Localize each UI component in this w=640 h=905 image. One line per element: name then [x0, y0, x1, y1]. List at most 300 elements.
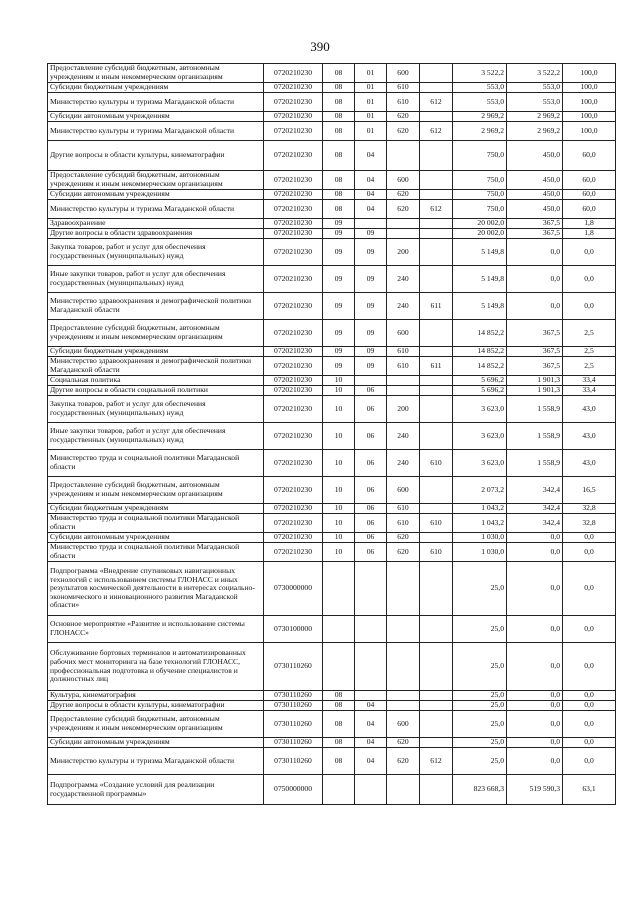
- row-subsection: 04: [355, 701, 387, 711]
- row-plan: 25,0: [453, 738, 507, 748]
- row-fact: 0,0: [507, 562, 563, 616]
- row-fact: 0,0: [507, 616, 563, 643]
- row-section: 08: [323, 711, 355, 738]
- row-section: 08: [323, 200, 355, 219]
- row-percent: 100,0: [563, 83, 616, 93]
- row-percent: 0,0: [563, 543, 616, 562]
- row-fact: 367,5: [507, 229, 563, 239]
- row-code: 0720210230: [264, 514, 323, 533]
- table-row: [48, 775, 616, 805]
- row-subsection: 04: [355, 711, 387, 738]
- row-name: Предоставление субсидий бюджетным, автономным учреждениям и иным некоммерческим организациям: [48, 320, 264, 347]
- row-admin-code: [420, 691, 453, 701]
- row-fact: 0,0: [507, 543, 563, 562]
- row-section: 10: [323, 423, 355, 450]
- row-subsection: 04: [355, 748, 387, 775]
- row-code: 0720210230: [264, 543, 323, 562]
- row-subsection: 06: [355, 477, 387, 504]
- table-row: [48, 504, 616, 514]
- row-section: 09: [323, 357, 355, 376]
- row-code: 0720210230: [264, 122, 323, 141]
- row-percent: 0,0: [563, 643, 616, 691]
- row-admin-code: [420, 643, 453, 691]
- row-subsection: 09: [355, 357, 387, 376]
- row-admin-code: [420, 320, 453, 347]
- row-expense-type: 600: [387, 320, 420, 347]
- row-plan: 1 030,0: [453, 543, 507, 562]
- row-name: Субсидии бюджетным учреждениям: [48, 347, 264, 357]
- row-percent: 0,0: [563, 562, 616, 616]
- row-name: Министерство здравоохранения и демографической политики Магаданской области: [48, 293, 264, 320]
- row-code: 0720210230: [264, 293, 323, 320]
- row-fact: 0,0: [507, 701, 563, 711]
- row-expense-type: [387, 775, 420, 805]
- row-subsection: 01: [355, 93, 387, 112]
- row-expense-type: 620: [387, 748, 420, 775]
- row-subsection: 01: [355, 112, 387, 122]
- row-subsection: 01: [355, 122, 387, 141]
- row-section: 08: [323, 122, 355, 141]
- row-subsection: [355, 376, 387, 386]
- row-expense-type: 240: [387, 423, 420, 450]
- row-plan: 25,0: [453, 748, 507, 775]
- row-code: 0730110260: [264, 691, 323, 701]
- table-row: [48, 711, 616, 738]
- row-plan: 2 969,2: [453, 112, 507, 122]
- row-plan: 14 852,2: [453, 357, 507, 376]
- row-expense-type: 600: [387, 477, 420, 504]
- row-code: 0730110260: [264, 701, 323, 711]
- row-expense-type: 610: [387, 504, 420, 514]
- table-row: [48, 357, 616, 376]
- row-admin-code: [420, 533, 453, 543]
- table-row: [48, 477, 616, 504]
- table-row: [48, 229, 616, 239]
- row-code: 0720210230: [264, 239, 323, 266]
- row-code: 0730110260: [264, 711, 323, 738]
- row-plan: 3 623,0: [453, 423, 507, 450]
- row-subsection: [355, 616, 387, 643]
- row-expense-type: 610: [387, 514, 420, 533]
- row-expense-type: 600: [387, 711, 420, 738]
- row-expense-type: [387, 562, 420, 616]
- row-admin-code: [420, 711, 453, 738]
- row-expense-type: 610: [387, 347, 420, 357]
- row-plan: 5 696,2: [453, 386, 507, 396]
- row-name: Субсидии автономным учреждениям: [48, 738, 264, 748]
- row-plan: 3 623,0: [453, 450, 507, 477]
- row-fact: 2 969,2: [507, 112, 563, 122]
- row-subsection: 06: [355, 514, 387, 533]
- row-expense-type: 620: [387, 190, 420, 200]
- row-section: 08: [323, 691, 355, 701]
- row-section: 09: [323, 266, 355, 293]
- row-name: Министерство труда и социальной политики Магаданской области: [48, 450, 264, 477]
- row-plan: 20 002,0: [453, 219, 507, 229]
- row-fact: 0,0: [507, 711, 563, 738]
- row-percent: 0,0: [563, 748, 616, 775]
- row-subsection: 06: [355, 533, 387, 543]
- row-percent: 100,0: [563, 112, 616, 122]
- row-fact: 3 522,2: [507, 64, 563, 83]
- row-expense-type: [387, 141, 420, 171]
- row-expense-type: 620: [387, 533, 420, 543]
- table-row: [48, 691, 616, 701]
- row-fact: 0,0: [507, 748, 563, 775]
- row-name: Субсидии бюджетным учреждениям: [48, 504, 264, 514]
- row-fact: 1 901,3: [507, 386, 563, 396]
- row-fact: 553,0: [507, 93, 563, 112]
- row-expense-type: [387, 643, 420, 691]
- row-name: Подпрограмма «Внедрение спутниковых навигационных технологий с использованием системы ГЛОНАСС и иных результатов космической деятельности в интересах социально-экономического и инновационного развития Магаданской области»: [48, 562, 264, 616]
- row-percent: 0,0: [563, 293, 616, 320]
- row-code: 0720210230: [264, 83, 323, 93]
- row-subsection: 09: [355, 266, 387, 293]
- row-admin-code: [420, 83, 453, 93]
- row-plan: 823 668,3: [453, 775, 507, 805]
- row-name: Субсидии автономным учреждениям: [48, 190, 264, 200]
- row-expense-type: 240: [387, 450, 420, 477]
- row-fact: 367,5: [507, 320, 563, 347]
- row-admin-code: [420, 738, 453, 748]
- row-percent: 16,5: [563, 477, 616, 504]
- table-row: [48, 239, 616, 266]
- row-expense-type: 240: [387, 293, 420, 320]
- row-name: Закупка товаров, работ и услуг для обеспечения государственных (муниципальных) нужд: [48, 396, 264, 423]
- row-subsection: [355, 643, 387, 691]
- row-subsection: 06: [355, 504, 387, 514]
- row-fact: 1 901,3: [507, 376, 563, 386]
- row-section: 08: [323, 748, 355, 775]
- row-expense-type: 610: [387, 83, 420, 93]
- row-subsection: 09: [355, 239, 387, 266]
- budget-table: [47, 63, 616, 805]
- row-section: 08: [323, 171, 355, 190]
- row-plan: 5 149,8: [453, 266, 507, 293]
- row-code: 0730000000: [264, 562, 323, 616]
- row-expense-type: 600: [387, 171, 420, 190]
- row-name: Основное мероприятие «Развитие и использование системы ГЛОНАСС»: [48, 616, 264, 643]
- row-name: Министерство культуры и туризма Магаданской области: [48, 748, 264, 775]
- table-row: [48, 514, 616, 533]
- row-admin-code: [420, 616, 453, 643]
- row-code: 0720210230: [264, 93, 323, 112]
- row-code: 0720210230: [264, 190, 323, 200]
- row-name: Министерство труда и социальной политики Магаданской области: [48, 514, 264, 533]
- row-section: 10: [323, 514, 355, 533]
- table-row: [48, 748, 616, 775]
- row-subsection: 04: [355, 171, 387, 190]
- row-name: Культура, кинематография: [48, 691, 264, 701]
- row-fact: 450,0: [507, 141, 563, 171]
- row-fact: 367,5: [507, 357, 563, 376]
- row-subsection: 04: [355, 190, 387, 200]
- row-percent: 0,0: [563, 691, 616, 701]
- row-fact: 0,0: [507, 239, 563, 266]
- table-row: [48, 200, 616, 219]
- row-plan: 25,0: [453, 616, 507, 643]
- table-row: [48, 347, 616, 357]
- table-row: [48, 701, 616, 711]
- row-section: 08: [323, 701, 355, 711]
- row-admin-code: [420, 171, 453, 190]
- row-section: 08: [323, 93, 355, 112]
- row-percent: 1,8: [563, 219, 616, 229]
- row-fact: 367,5: [507, 219, 563, 229]
- row-plan: 14 852,2: [453, 320, 507, 347]
- row-section: 10: [323, 386, 355, 396]
- row-plan: 750,0: [453, 200, 507, 219]
- row-code: 0720210230: [264, 423, 323, 450]
- table-row: [48, 423, 616, 450]
- row-expense-type: 620: [387, 200, 420, 219]
- row-subsection: 09: [355, 347, 387, 357]
- row-section: [323, 616, 355, 643]
- row-plan: 25,0: [453, 701, 507, 711]
- row-plan: 5 149,8: [453, 239, 507, 266]
- row-admin-code: 612: [420, 93, 453, 112]
- row-expense-type: 620: [387, 112, 420, 122]
- row-fact: 0,0: [507, 643, 563, 691]
- row-code: 0720210230: [264, 229, 323, 239]
- row-plan: 25,0: [453, 643, 507, 691]
- row-admin-code: 610: [420, 514, 453, 533]
- table-row: [48, 616, 616, 643]
- row-code: 0730110260: [264, 643, 323, 691]
- row-admin-code: 610: [420, 543, 453, 562]
- row-percent: 0,0: [563, 738, 616, 748]
- row-code: 0730110260: [264, 738, 323, 748]
- row-percent: 60,0: [563, 190, 616, 200]
- table-row: [48, 396, 616, 423]
- row-admin-code: [420, 190, 453, 200]
- row-percent: 0,0: [563, 616, 616, 643]
- row-fact: 450,0: [507, 171, 563, 190]
- row-name: Субсидии автономным учреждениям: [48, 533, 264, 543]
- row-name: Иные закупки товаров, работ и услуг для обеспечения государственных (муниципальных) нужд: [48, 266, 264, 293]
- row-subsection: [355, 562, 387, 616]
- row-admin-code: [420, 396, 453, 423]
- table-body: [48, 64, 616, 805]
- table-row: [48, 122, 616, 141]
- row-percent: 33,4: [563, 376, 616, 386]
- row-name: Предоставление субсидий бюджетным, автономным учреждениям и иным некоммерческим организациям: [48, 477, 264, 504]
- row-fact: 0,0: [507, 266, 563, 293]
- row-fact: 0,0: [507, 533, 563, 543]
- row-plan: 5 149,8: [453, 293, 507, 320]
- row-section: 09: [323, 219, 355, 229]
- table-row: [48, 738, 616, 748]
- row-fact: 342,4: [507, 477, 563, 504]
- row-expense-type: [387, 219, 420, 229]
- row-expense-type: [387, 376, 420, 386]
- row-name: Предоставление субсидий бюджетным, автономным учреждениям и иным некоммерческим организациям: [48, 711, 264, 738]
- row-percent: 43,0: [563, 450, 616, 477]
- row-subsection: 06: [355, 423, 387, 450]
- row-subsection: 04: [355, 738, 387, 748]
- row-code: 0720210230: [264, 376, 323, 386]
- row-section: 09: [323, 229, 355, 239]
- row-plan: 1 043,2: [453, 514, 507, 533]
- table-row: [48, 376, 616, 386]
- row-admin-code: [420, 229, 453, 239]
- row-section: 08: [323, 738, 355, 748]
- table-row: [48, 543, 616, 562]
- row-code: 0720210230: [264, 533, 323, 543]
- row-percent: 63,1: [563, 775, 616, 805]
- table-row: [48, 266, 616, 293]
- row-plan: 750,0: [453, 190, 507, 200]
- row-section: 08: [323, 112, 355, 122]
- row-admin-code: [420, 64, 453, 83]
- row-name: Другие вопросы в области социальной политики: [48, 386, 264, 396]
- row-admin-code: 612: [420, 122, 453, 141]
- row-admin-code: [420, 562, 453, 616]
- row-fact: 0,0: [507, 738, 563, 748]
- row-percent: 0,0: [563, 533, 616, 543]
- row-subsection: 06: [355, 450, 387, 477]
- row-subsection: [355, 691, 387, 701]
- row-code: 0720210230: [264, 141, 323, 171]
- row-section: 08: [323, 83, 355, 93]
- row-code: 0750000000: [264, 775, 323, 805]
- row-fact: 1 558,9: [507, 396, 563, 423]
- row-name: Другие вопросы в области здравоохранения: [48, 229, 264, 239]
- row-code: 0720210230: [264, 450, 323, 477]
- table-row: [48, 141, 616, 171]
- row-name: Другие вопросы в области культуры, кинематографии: [48, 141, 264, 171]
- row-percent: 2,5: [563, 357, 616, 376]
- row-percent: 60,0: [563, 171, 616, 190]
- row-section: 08: [323, 64, 355, 83]
- table-row: [48, 386, 616, 396]
- row-percent: 60,0: [563, 200, 616, 219]
- row-expense-type: 610: [387, 93, 420, 112]
- row-admin-code: [420, 423, 453, 450]
- row-expense-type: 200: [387, 396, 420, 423]
- row-expense-type: 200: [387, 239, 420, 266]
- row-percent: 100,0: [563, 122, 616, 141]
- row-section: [323, 775, 355, 805]
- row-code: 0730110260: [264, 748, 323, 775]
- row-subsection: 04: [355, 141, 387, 171]
- row-percent: 2,5: [563, 320, 616, 347]
- row-fact: 342,4: [507, 504, 563, 514]
- row-fact: 553,0: [507, 83, 563, 93]
- row-code: 0720210230: [264, 219, 323, 229]
- row-plan: 25,0: [453, 691, 507, 701]
- row-admin-code: [420, 701, 453, 711]
- row-percent: 43,0: [563, 396, 616, 423]
- row-code: 0720210230: [264, 64, 323, 83]
- row-fact: 342,4: [507, 514, 563, 533]
- row-name: Министерство здравоохранения и демографической политики Магаданской области: [48, 357, 264, 376]
- row-expense-type: 620: [387, 122, 420, 141]
- row-expense-type: [387, 616, 420, 643]
- row-percent: 32,8: [563, 514, 616, 533]
- row-section: 08: [323, 190, 355, 200]
- row-admin-code: [420, 239, 453, 266]
- row-plan: 20 002,0: [453, 229, 507, 239]
- row-percent: 60,0: [563, 141, 616, 171]
- row-fact: 0,0: [507, 691, 563, 701]
- row-admin-code: [420, 347, 453, 357]
- row-admin-code: [420, 266, 453, 293]
- row-expense-type: [387, 229, 420, 239]
- row-percent: 0,0: [563, 266, 616, 293]
- row-section: 08: [323, 141, 355, 171]
- row-admin-code: [420, 219, 453, 229]
- row-fact: 367,5: [507, 347, 563, 357]
- row-expense-type: 600: [387, 64, 420, 83]
- row-fact: 0,0: [507, 293, 563, 320]
- row-code: 0720210230: [264, 347, 323, 357]
- table-row: [48, 112, 616, 122]
- row-section: 10: [323, 477, 355, 504]
- row-name: Предоставление субсидий бюджетным, автономным учреждениям и иным некоммерческим организациям: [48, 171, 264, 190]
- row-plan: 3 522,2: [453, 64, 507, 83]
- row-expense-type: 610: [387, 357, 420, 376]
- row-admin-code: [420, 386, 453, 396]
- row-name: Другие вопросы в области культуры, кинематографии: [48, 701, 264, 711]
- row-section: 09: [323, 239, 355, 266]
- row-plan: 553,0: [453, 83, 507, 93]
- row-section: 09: [323, 347, 355, 357]
- table-row: [48, 320, 616, 347]
- row-section: 09: [323, 320, 355, 347]
- row-percent: 33,4: [563, 386, 616, 396]
- row-admin-code: 611: [420, 293, 453, 320]
- row-plan: 2 969,2: [453, 122, 507, 141]
- table-row: [48, 562, 616, 616]
- table-row: [48, 93, 616, 112]
- row-plan: 1 043,2: [453, 504, 507, 514]
- row-percent: 0,0: [563, 701, 616, 711]
- row-subsection: 09: [355, 229, 387, 239]
- row-fact: 1 558,9: [507, 423, 563, 450]
- table-row: [48, 219, 616, 229]
- row-subsection: 01: [355, 64, 387, 83]
- row-code: 0720210230: [264, 266, 323, 293]
- row-code: 0720210230: [264, 112, 323, 122]
- row-section: 10: [323, 450, 355, 477]
- table-row: [48, 64, 616, 83]
- table-row: [48, 83, 616, 93]
- row-code: 0720210230: [264, 504, 323, 514]
- row-code: 0720210230: [264, 200, 323, 219]
- row-fact: 519 590,3: [507, 775, 563, 805]
- row-subsection: 01: [355, 83, 387, 93]
- row-name: Закупка товаров, работ и услуг для обеспечения государственных (муниципальных) нужд: [48, 239, 264, 266]
- row-section: 10: [323, 533, 355, 543]
- row-code: 0720210230: [264, 171, 323, 190]
- row-admin-code: [420, 477, 453, 504]
- row-subsection: 09: [355, 293, 387, 320]
- row-subsection: 06: [355, 386, 387, 396]
- row-admin-code: [420, 504, 453, 514]
- row-plan: 1 030,0: [453, 533, 507, 543]
- row-name: Министерство культуры и туризма Магаданской области: [48, 93, 264, 112]
- row-code: 0730100000: [264, 616, 323, 643]
- table-row: [48, 293, 616, 320]
- page-number: 390: [310, 39, 330, 54]
- row-name: Предоставление субсидий бюджетным, автономным учреждениям и иным некоммерческим организациям: [48, 64, 264, 83]
- row-percent: 43,0: [563, 423, 616, 450]
- row-subsection: [355, 219, 387, 229]
- table-row: [48, 643, 616, 691]
- row-admin-code: 610: [420, 450, 453, 477]
- row-plan: 2 073,2: [453, 477, 507, 504]
